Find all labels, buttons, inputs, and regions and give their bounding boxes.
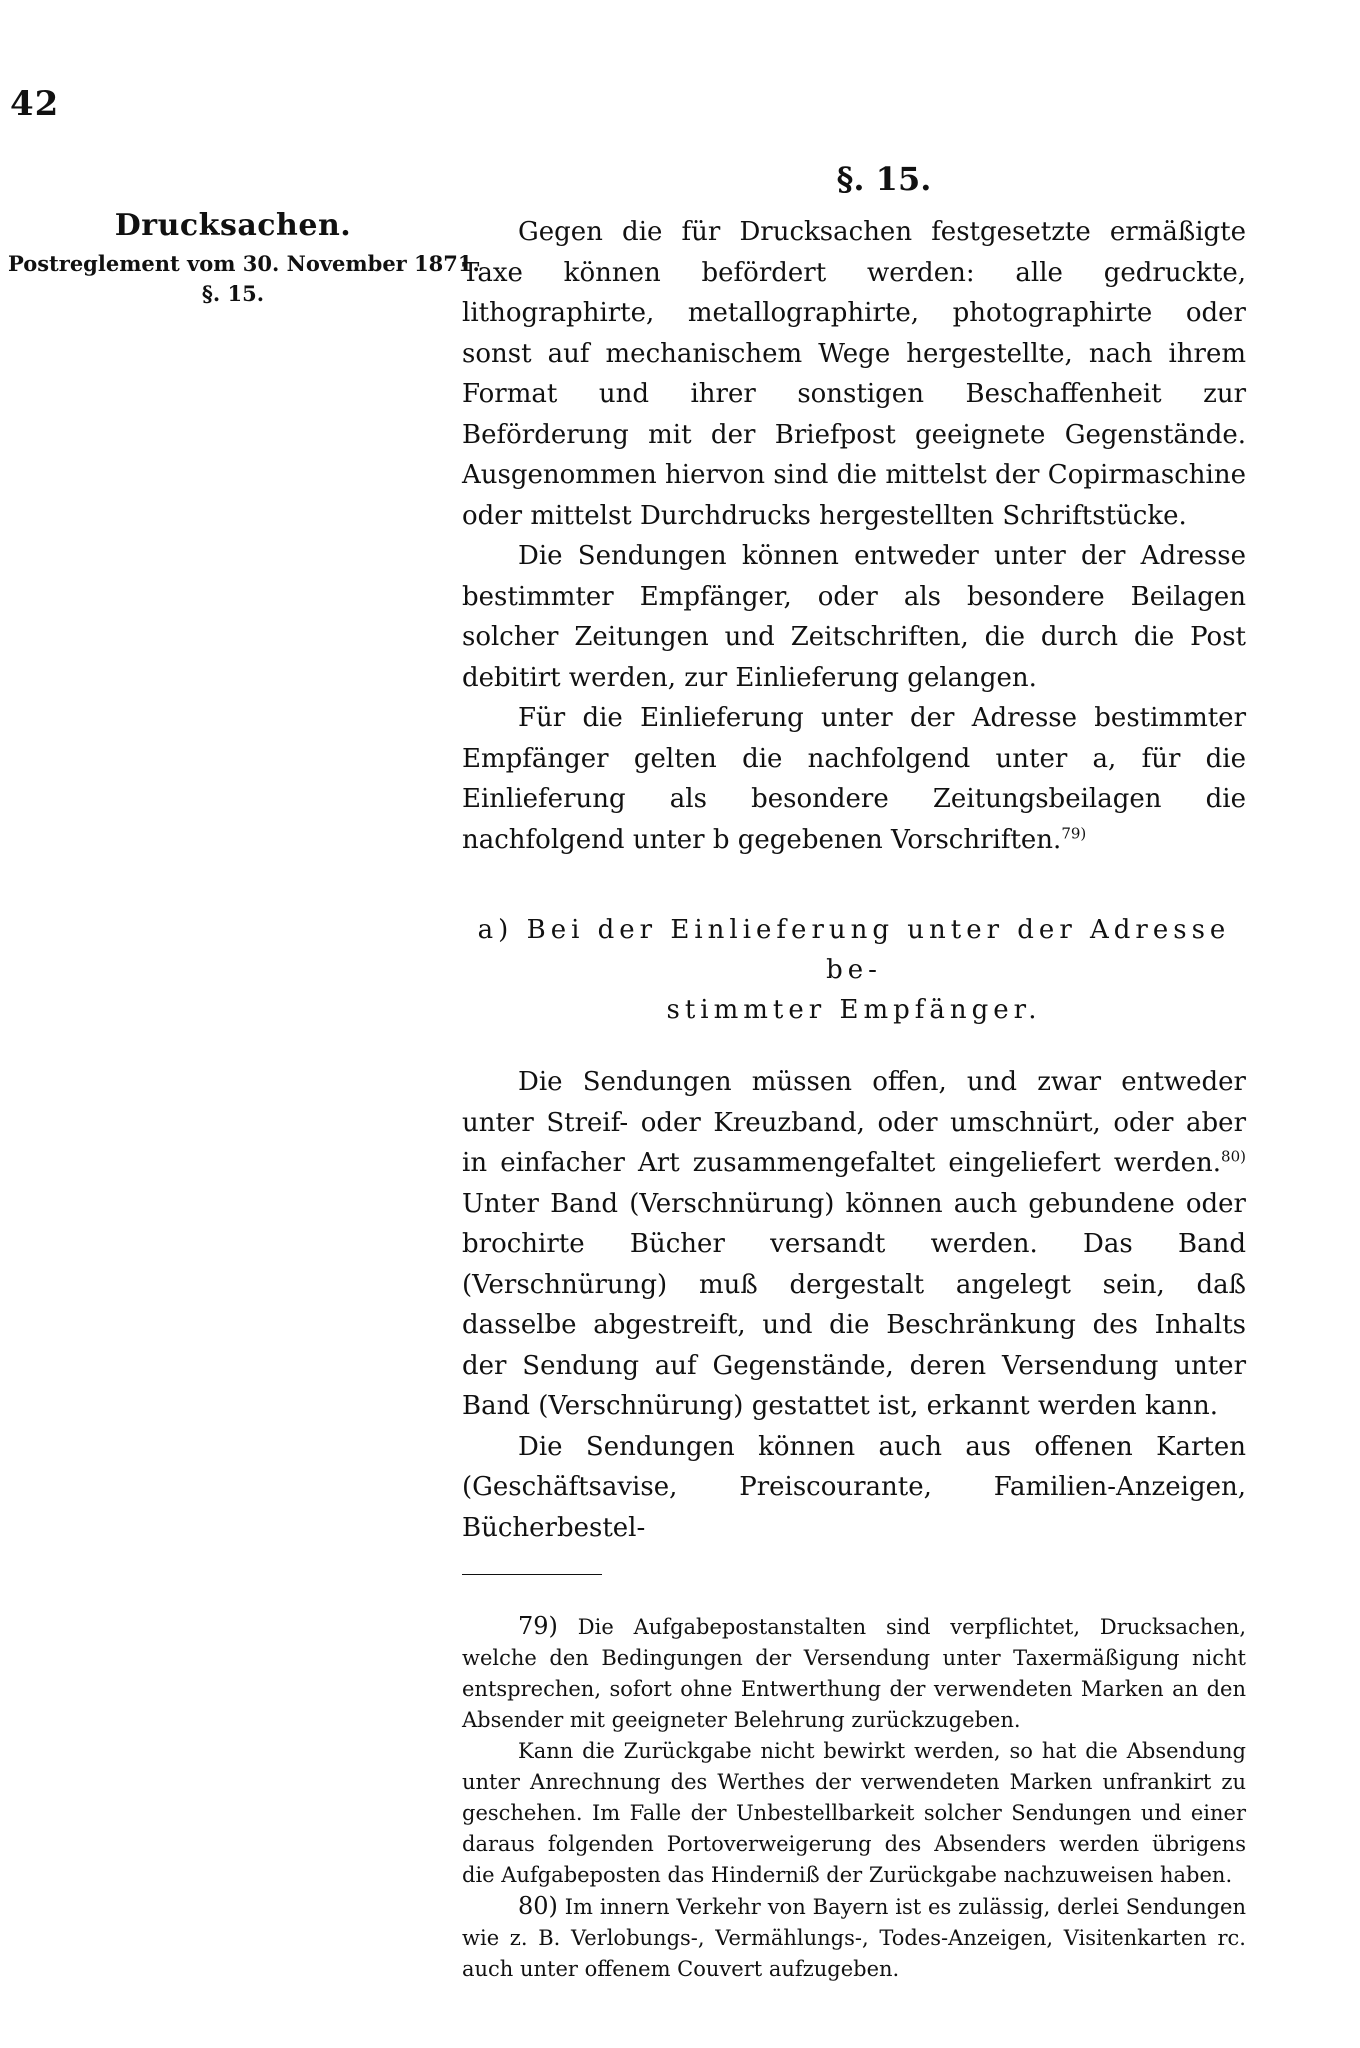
footnote-rule [462,1574,602,1575]
footnote-ref-79: 79) [1061,823,1087,842]
footnote-79-text: Die Aufgabepostanstalten sind verpflichtet, Drucksachen, welche den Bedingungen der Versendung unter Taxermäßigung nicht entsprechen, sofort ohne Entwerthung der verwendeten Marken an den Absender mit geeigneter Belehrung zurückzugeben. [462,1615,1246,1732]
paragraph-a1 [462,1062,1246,1427]
page-number: 42 [10,84,60,124]
paragraph-3-text: Für die Einlieferung unter der Adresse bestimmter Empfänger gelten die nachfolgend unter a, für die Einlieferung als besondere Zeitungsbeilagen die nachfolgend unter b gegebenen Vorschriften. [462,703,1246,855]
sidenote-title: Drucksachen. [114,208,352,243]
footnote-80-number: 80) [518,1892,558,1920]
footnote-80-text: Im innern Verkehr von Bayern ist es zulässig, derlei Sendungen wie z. B. Verlobungs-, Vermählungs-, Todes-Anzeigen, Visitenkarten rc. auch unter offenem Couvert aufzugeben. [462,1895,1246,1981]
paragraph-a1-part-1: Die Sendungen müssen offen, und zwar entweder unter Streif- oder Kreuzband, oder umschnürt, oder aber in einfacher Art zusammengefaltet eingeliefert werden. [462,1067,1246,1178]
paragraph-a2: Die Sendungen können auch aus offenen Karten (Geschäftsavise, Preiscourante, Familien-Anzeigen, Bücherbestel- [462,1431,1246,1543]
sidenote-reference: Postreglement vom 30. November 1871. [8,251,480,276]
footnote-79-number: 79) [518,1612,558,1640]
paragraph-3 [462,698,1246,860]
footnote-79-continued: Kann die Zurückgabe nicht bewirkt werden, so hat die Absendung unter Anrechnung des Werthes der verwendeten Marken unfrankirt zu geschehen. Im Falle der Unbestellbarkeit solcher Sendungen und einer daraus folgenden Portoverweigerung des Absenders werden übrigens die Aufgabeposten das Hinderniß der Zurückgabe nachzuweisen haben. [462,1739,1246,1887]
subheading-line-1: a) Bei der Einlieferung unter der Adresse be- [477,915,1231,985]
section-heading: §. 15. [836,160,932,198]
sidenote-section: §. 15. [201,281,265,306]
paragraph-2: Die Sendungen können entweder unter der Adresse bestimmter Empfänger, oder als besondere Beilagen solcher Zeitungen und Zeitschriften, die durch die Post debitirt werden, zur Einlieferung gelangen. [462,541,1246,693]
subheading [462,910,1246,1030]
footnote-79 [462,1611,1246,1736]
subheading-line-2: stimmter Empfänger. [666,995,1042,1025]
sidenote [8,208,480,309]
paragraph-1: Gegen die für Drucksachen festgesetzte ermäßigte Taxe können befördert werden: alle gedruckte, lithographirte, metallographirte, photographirte oder sonst auf mechanischem Wege hergestellte, nach ihrem Format und ihrer sonstigen Beschaffenheit zur Beförderung mit der Briefpost geeignete Gegenstände. Ausgenommen hiervon sind die mittelst der Copirmaschine oder mittelst Durchdrucks hergestellten Schriftstücke. [462,217,1246,531]
main-column [462,160,1246,1985]
paragraph-a1-part-2: Unter Band (Verschnürung) können auch gebundene oder brochirte Bücher versandt werden. Das Band (Verschnürung) muß dergestalt angelegt sein, daß dasselbe abgestreift, und die Beschränkung des Inhalts der Sendung auf Gegenstände, deren Versendung unter Band (Verschnürung) gestattet ist, erkannt werden kann. [462,1188,1246,1421]
footnote-ref-80: 80) [1221,1147,1246,1166]
footnote-80 [462,1891,1246,1985]
